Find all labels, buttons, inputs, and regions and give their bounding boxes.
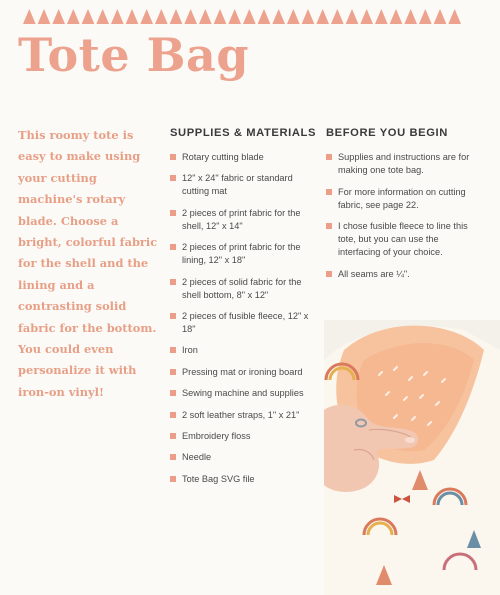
bullet-square-icon — [326, 154, 332, 160]
bullet-square-icon — [170, 454, 176, 460]
list-item: 12" x 24" fabric or standard cutting mat — [170, 172, 320, 198]
triangle-shape — [331, 9, 344, 24]
triangle-shape — [360, 9, 373, 24]
bullet-square-icon — [326, 189, 332, 195]
triangle-shape — [126, 9, 139, 24]
triangle-shape — [111, 9, 124, 24]
list-item: Embroidery floss — [170, 430, 320, 443]
list-item: Pressing mat or ironing board — [170, 366, 320, 379]
triangle-shape — [302, 9, 315, 24]
list-item: Sewing machine and supplies — [170, 387, 320, 400]
list-item: Tote Bag SVG file — [170, 473, 320, 486]
triangle-shape — [404, 9, 417, 24]
triangle-shape — [140, 9, 153, 24]
list-item: For more information on cutting fabric, see page 22. — [326, 186, 476, 212]
bullet-square-icon — [170, 244, 176, 250]
bullet-square-icon — [170, 476, 176, 482]
list-item: 2 pieces of print fabric for the shell, 12" x 14" — [170, 207, 320, 233]
bullet-square-icon — [170, 412, 176, 418]
triangle-shape — [23, 9, 36, 24]
triangle-shape — [52, 9, 65, 24]
bullet-square-icon — [170, 390, 176, 396]
list-item: Needle — [170, 451, 320, 464]
list-item: 2 pieces of solid fabric for the shell bottom, 8" x 12" — [170, 276, 320, 302]
list-item: All seams are ¼". — [326, 268, 476, 281]
before-you-begin-section — [326, 127, 476, 289]
supplies-list — [170, 151, 320, 486]
page-title: Tote Bag — [18, 28, 250, 82]
bullet-square-icon — [170, 433, 176, 439]
triangle-shape — [375, 9, 388, 24]
tote-bag-photo — [324, 320, 500, 595]
triangle-shape — [258, 9, 271, 24]
triangle-shape — [184, 9, 197, 24]
triangle-shape — [448, 9, 461, 24]
triangle-shape — [346, 9, 359, 24]
triangle-shape — [170, 9, 183, 24]
bullet-square-icon — [170, 210, 176, 216]
before-you-begin-list — [326, 151, 476, 281]
bullet-square-icon — [170, 369, 176, 375]
triangle-shape — [38, 9, 51, 24]
bullet-square-icon — [170, 347, 176, 353]
before-you-begin-heading: BEFORE YOU BEGIN — [326, 127, 448, 139]
list-item: Iron — [170, 344, 320, 357]
triangle-shape — [243, 9, 256, 24]
triangle-shape — [287, 9, 300, 24]
list-item: I chose fusible fleece to line this tote, but you can use the interfacing of your choice. — [326, 220, 476, 259]
list-item: 2 soft leather straps, 1" x 21" — [170, 409, 320, 422]
triangle-shape — [434, 9, 447, 24]
triangle-shape — [214, 9, 227, 24]
triangle-shape — [419, 9, 432, 24]
list-item: 2 pieces of fusible fleece, 12" x 18" — [170, 310, 320, 336]
triangle-border-decoration — [22, 8, 462, 24]
bullet-square-icon — [326, 271, 332, 277]
intro-paragraph: This roomy tote is easy to make using your cutting machine's rotary blade. Choose a bright, colorful fabric for the shell and the lining and a contrasting solid fabric for the bottom. You could even personalize it with iron-on vinyl! — [18, 128, 158, 399]
triangle-shape — [67, 9, 80, 24]
triangle-shape — [82, 9, 95, 24]
bullet-square-icon — [170, 313, 176, 319]
triangle-shape — [155, 9, 168, 24]
triangle-shape — [96, 9, 109, 24]
list-item: Rotary cutting blade — [170, 151, 320, 164]
triangle-shape — [316, 9, 329, 24]
triangle-shape — [272, 9, 285, 24]
bullet-square-icon — [326, 223, 332, 229]
bullet-square-icon — [170, 175, 176, 181]
triangle-shape — [390, 9, 403, 24]
triangle-shape — [199, 9, 212, 24]
bullet-square-icon — [170, 154, 176, 160]
supplies-heading: SUPPLIES & MATERIALS — [170, 127, 317, 139]
supplies-section — [170, 127, 320, 494]
triangle-shape — [228, 9, 241, 24]
bullet-square-icon — [170, 279, 176, 285]
list-item: Supplies and instructions are for making one tote bag. — [326, 151, 476, 177]
list-item: 2 pieces of print fabric for the lining, 12" x 18" — [170, 241, 320, 267]
